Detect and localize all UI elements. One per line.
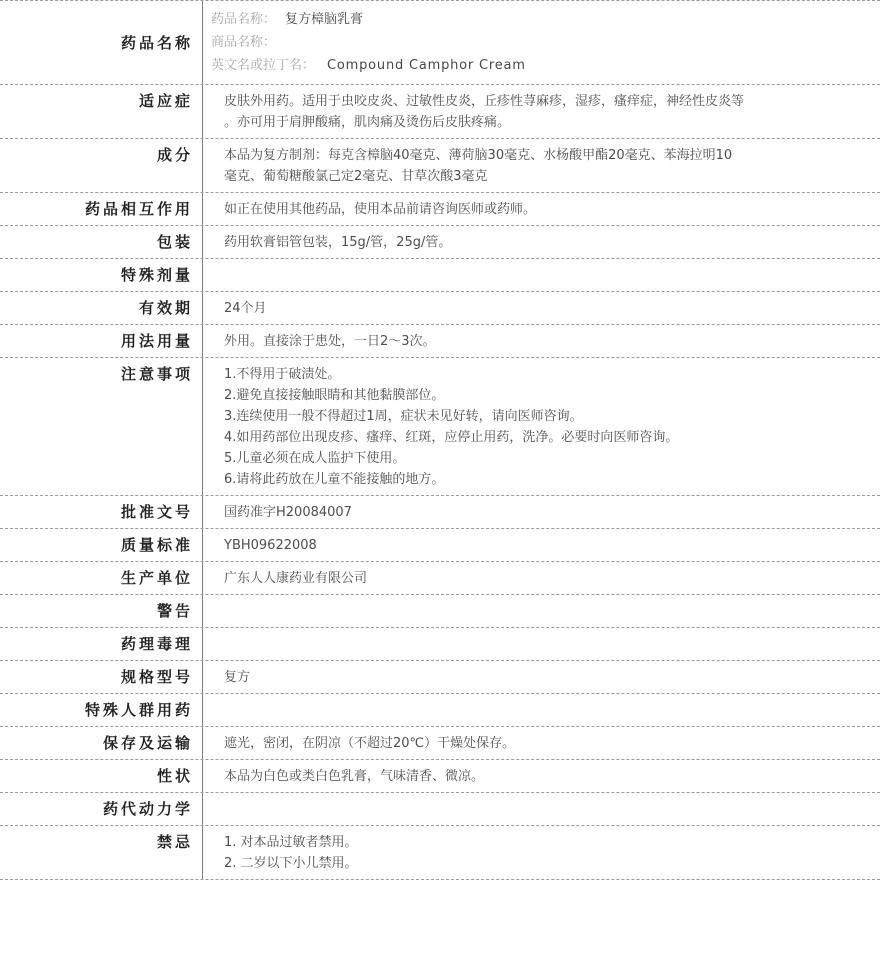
row-label: 注意事项 bbox=[0, 358, 203, 495]
table-row bbox=[0, 694, 880, 727]
table-row bbox=[0, 139, 880, 193]
table-row bbox=[0, 325, 880, 358]
row-label: 特殊人群用药 bbox=[0, 694, 203, 726]
row-label: 药品相互作用 bbox=[0, 193, 203, 225]
row-value bbox=[203, 259, 880, 291]
row-value bbox=[203, 562, 880, 594]
row-value bbox=[203, 694, 880, 726]
row-label: 性状 bbox=[0, 760, 203, 792]
name-value: Compound Camphor Cream bbox=[327, 58, 526, 73]
row-label: 包装 bbox=[0, 226, 203, 258]
name-value: 复方樟脑乳膏 bbox=[285, 12, 364, 27]
value-line: 。亦可用于肩胛酸痛，肌肉痛及烫伤后皮肤疼痛。 bbox=[224, 115, 511, 130]
row-value bbox=[203, 85, 880, 138]
row-value bbox=[203, 529, 880, 561]
row-label: 特殊剂量 bbox=[0, 259, 203, 291]
row-value bbox=[203, 325, 880, 357]
table-row bbox=[0, 496, 880, 529]
row-value bbox=[203, 193, 880, 225]
value-line: 外用。直接涂于患处，一日2～3次。 bbox=[224, 334, 436, 349]
name-key: 商品名称： bbox=[211, 35, 277, 50]
value-line: 复方 bbox=[224, 670, 251, 685]
row-value bbox=[203, 1, 880, 84]
row-label: 保存及运输 bbox=[0, 727, 203, 759]
value-line: 广东人人康药业有限公司 bbox=[224, 571, 368, 586]
row-label: 批准文号 bbox=[0, 496, 203, 528]
table-row bbox=[0, 826, 880, 880]
row-label: 规格型号 bbox=[0, 661, 203, 693]
value-line: 国药准字H20084007 bbox=[224, 505, 352, 520]
row-label: 质量标准 bbox=[0, 529, 203, 561]
value-line: 3.连续使用一般不得超过1周，症状未见好转，请向医师咨询。 bbox=[224, 409, 583, 424]
row-value bbox=[203, 760, 880, 792]
value-line: 本品为复方制剂：每克含樟脑40毫克、薄荷脑30毫克、水杨酸甲酯20毫克、苯海拉明10 bbox=[224, 148, 733, 163]
row-label: 成分 bbox=[0, 139, 203, 192]
value-line: 6.请将此药放在儿童不能接触的地方。 bbox=[224, 472, 445, 487]
value-line: 2.避免直接接触眼睛和其他黏膜部位。 bbox=[224, 388, 445, 403]
row-label: 有效期 bbox=[0, 292, 203, 324]
table-row bbox=[0, 793, 880, 826]
name-line bbox=[211, 8, 866, 31]
value-line: 1.不得用于破渍处。 bbox=[224, 367, 341, 382]
row-value bbox=[203, 595, 880, 627]
row-value bbox=[203, 793, 880, 825]
row-label: 用法用量 bbox=[0, 325, 203, 357]
value-line: 遮光，密闭，在阴凉（不超过20℃）干燥处保存。 bbox=[224, 736, 516, 751]
table-row bbox=[0, 628, 880, 661]
table-row bbox=[0, 1, 880, 85]
row-value bbox=[203, 139, 880, 192]
row-value bbox=[203, 826, 880, 879]
table-row bbox=[0, 727, 880, 760]
value-line: 皮肤外用药。适用于虫咬皮炎、过敏性皮炎，丘疹性荨麻疹，湿疹，瘙痒症，神经性皮炎等 bbox=[224, 94, 745, 109]
name-key: 药品名称： bbox=[211, 12, 277, 27]
row-value bbox=[203, 358, 880, 495]
table-row bbox=[0, 562, 880, 595]
row-value bbox=[203, 292, 880, 324]
value-line: 毫克、葡萄糖酸氯己定2毫克、甘草次酸3毫克 bbox=[224, 169, 488, 184]
table-row bbox=[0, 226, 880, 259]
row-label: 适应症 bbox=[0, 85, 203, 138]
table-row bbox=[0, 193, 880, 226]
value-line: 如正在使用其他药品，使用本品前请咨询医师或药师。 bbox=[224, 202, 537, 217]
table-row bbox=[0, 529, 880, 562]
row-value bbox=[203, 661, 880, 693]
row-label: 生产单位 bbox=[0, 562, 203, 594]
table-row bbox=[0, 661, 880, 694]
row-label: 药品名称 bbox=[0, 1, 203, 84]
table-row bbox=[0, 760, 880, 793]
value-line: 4.如用药部位出现皮疹、瘙痒、红斑，应停止用药，洗净。必要时向医师咨询。 bbox=[224, 430, 679, 445]
row-value bbox=[203, 628, 880, 660]
table-row bbox=[0, 595, 880, 628]
row-value bbox=[203, 226, 880, 258]
value-line: 1. 对本品过敏者禁用。 bbox=[224, 835, 358, 850]
table-row bbox=[0, 358, 880, 496]
table-row bbox=[0, 292, 880, 325]
value-line: 2. 二岁以下小儿禁用。 bbox=[224, 856, 358, 871]
name-key: 英文名或拉丁名： bbox=[211, 58, 316, 73]
row-value bbox=[203, 727, 880, 759]
row-label: 警告 bbox=[0, 595, 203, 627]
table-row bbox=[0, 259, 880, 292]
value-line: 24个月 bbox=[224, 301, 267, 316]
row-label: 药代动力学 bbox=[0, 793, 203, 825]
value-line: 药用软膏铝管包装，15g/管，25g/管。 bbox=[224, 235, 452, 250]
row-label: 药理毒理 bbox=[0, 628, 203, 660]
value-line: YBH09622008 bbox=[224, 538, 317, 553]
table-row bbox=[0, 85, 880, 139]
name-line bbox=[211, 54, 866, 77]
value-line: 本品为白色或类白色乳膏，气味清香、微凉。 bbox=[224, 769, 485, 784]
name-line bbox=[211, 31, 866, 54]
row-value bbox=[203, 496, 880, 528]
value-line: 5.儿童必须在成人监护下使用。 bbox=[224, 451, 406, 466]
row-label: 禁忌 bbox=[0, 826, 203, 879]
